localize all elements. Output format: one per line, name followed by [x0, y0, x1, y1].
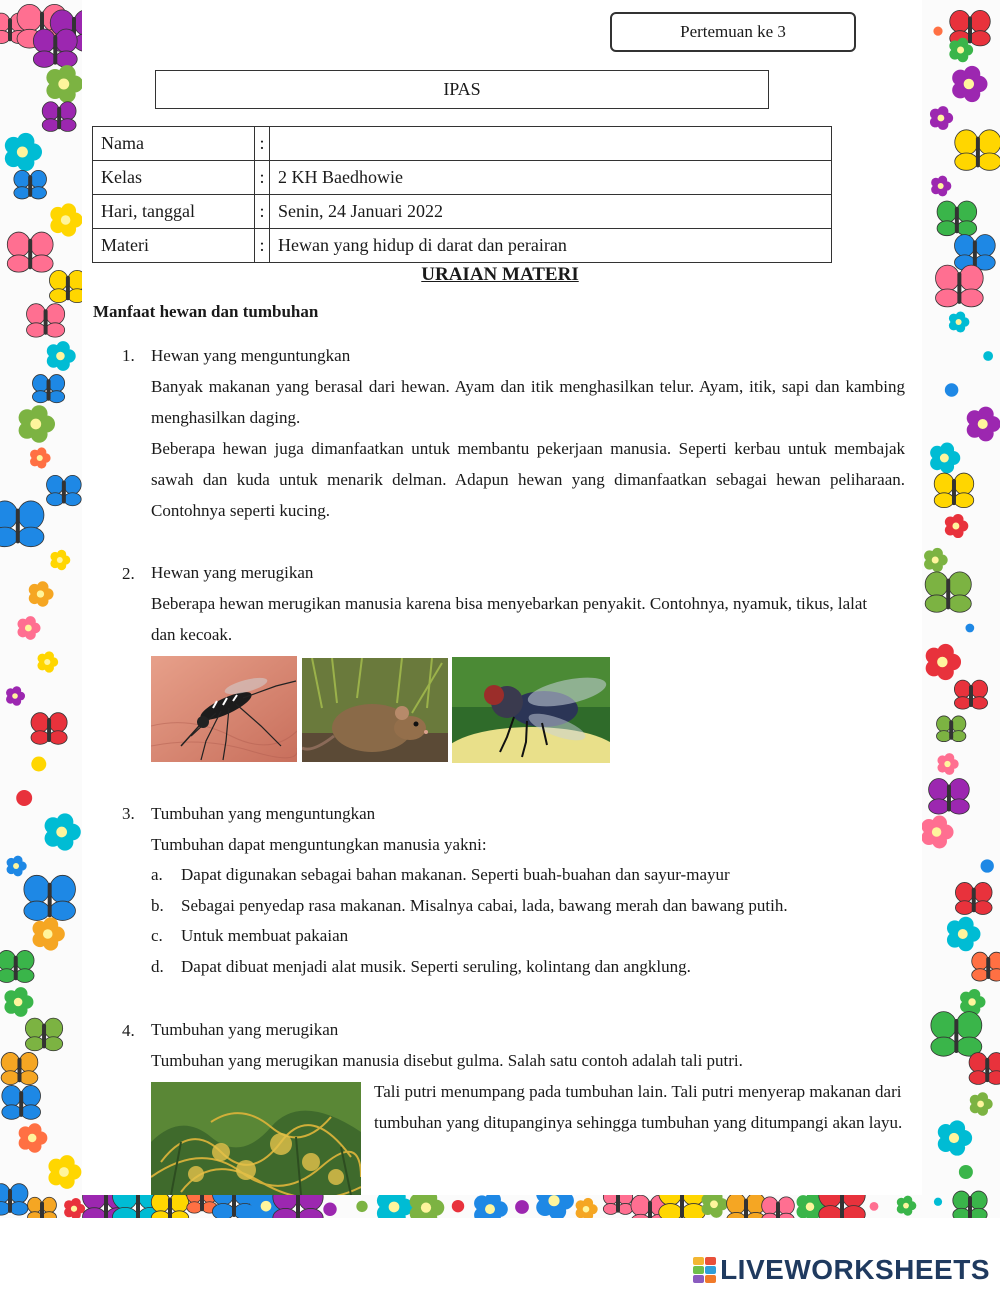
- list-item-text: Dapat dibuat menjadi alat musik. Seperti seruling, kolintang dan angklung.: [181, 957, 691, 976]
- paragraph: Banyak makanan yang berasal dari hewan. Ayam dan itik menghasilkan telur. Ayam, itik, sapi dan kambing menghasilkan daging.: [151, 377, 905, 427]
- paragraph: Tumbuhan yang merugikan manusia disebut gulma. Salah satu contoh adalah tali putri.: [151, 1051, 743, 1070]
- rat-image: [302, 658, 448, 762]
- liveworksheets-logo[interactable]: [693, 1254, 990, 1286]
- item-number: 3.: [122, 804, 135, 823]
- name-label: Nama: [93, 127, 255, 161]
- item-number: 2.: [122, 564, 135, 583]
- fly-image: [452, 657, 610, 763]
- colon: :: [255, 229, 270, 263]
- list-letter: d.: [151, 957, 164, 976]
- table-row: [93, 161, 832, 195]
- paragraph: Beberapa hewan juga dimanfaatkan untuk membantu pekerjaan manusia. Seperti kerbau untuk membajak sawah dan kuda untuk menarik delman. Adapun hewan yang dimanfaatkan sebagai hewan peliharaan. Contohnya seperti kucing.: [151, 439, 905, 520]
- table-row: [93, 229, 832, 263]
- class-value: 2 KH Baedhowie: [270, 161, 832, 195]
- subject-title-box: IPAS: [155, 70, 769, 109]
- item-title: Hewan yang menguntungkan: [151, 346, 351, 365]
- section-title: Manfaat hewan dan tumbuhan: [93, 302, 319, 321]
- colon: :: [255, 127, 270, 161]
- colon: :: [255, 161, 270, 195]
- mosquito-image: [151, 656, 297, 762]
- meeting-number-box: Pertemuan ke 3: [610, 12, 856, 52]
- item-title: Tumbuhan yang merugikan: [151, 1020, 339, 1039]
- date-label: Hari, tanggal: [93, 195, 255, 229]
- material-value: Hewan yang hidup di darat dan perairan: [270, 229, 832, 263]
- class-label: Kelas: [93, 161, 255, 195]
- list-item-text: Untuk membuat pakaian: [181, 926, 349, 945]
- list-item-text: Dapat digunakan sebagai bahan makanan. Seperti buah-buahan dan sayur-mayur: [181, 865, 730, 884]
- table-row: [93, 127, 832, 161]
- dodder-plant-image: [151, 1082, 361, 1195]
- item-number: 1.: [122, 346, 135, 365]
- list-item: [151, 921, 348, 951]
- paragraph: Tali putri menumpang pada tumbuhan lain. Tali putri menyerap makanan dari tumbuhan yang ditupanginya sehingga tumbuhan yang ditumpangi akan layu.: [374, 1082, 903, 1132]
- list-item: [151, 891, 788, 921]
- item-title: Tumbuhan yang menguntungkan: [151, 804, 376, 823]
- list-item: [151, 952, 691, 982]
- list-item-text: Sebagai penyedap rasa makanan. Misalnya cabai, lada, bawang merah dan bawang putih.: [181, 896, 788, 915]
- logo-icon: [693, 1257, 716, 1283]
- list-item: [151, 860, 730, 890]
- date-value: Senin, 24 Januari 2022: [270, 195, 832, 229]
- list-letter: b.: [151, 896, 164, 915]
- colon: :: [255, 195, 270, 229]
- paragraph: Beberapa hewan merugikan manusia karena bisa menyebarkan penyakit. Contohnya, nyamuk, tikus, lalat dan kecoak.: [151, 594, 868, 644]
- student-info-table: [92, 126, 832, 263]
- list-letter: a.: [151, 865, 163, 884]
- material-label: Materi: [93, 229, 255, 263]
- item-number: 4.: [122, 1021, 135, 1040]
- item-title: Hewan yang merugikan: [151, 563, 314, 582]
- paragraph: Tumbuhan dapat menguntungkan manusia yakni:: [151, 835, 487, 854]
- list-letter: c.: [151, 926, 163, 945]
- brand-name: LIVEWORKSHEETS: [720, 1254, 990, 1285]
- page-heading: URAIAN MATERI: [421, 264, 579, 285]
- table-row: [93, 195, 832, 229]
- name-field[interactable]: [270, 127, 832, 161]
